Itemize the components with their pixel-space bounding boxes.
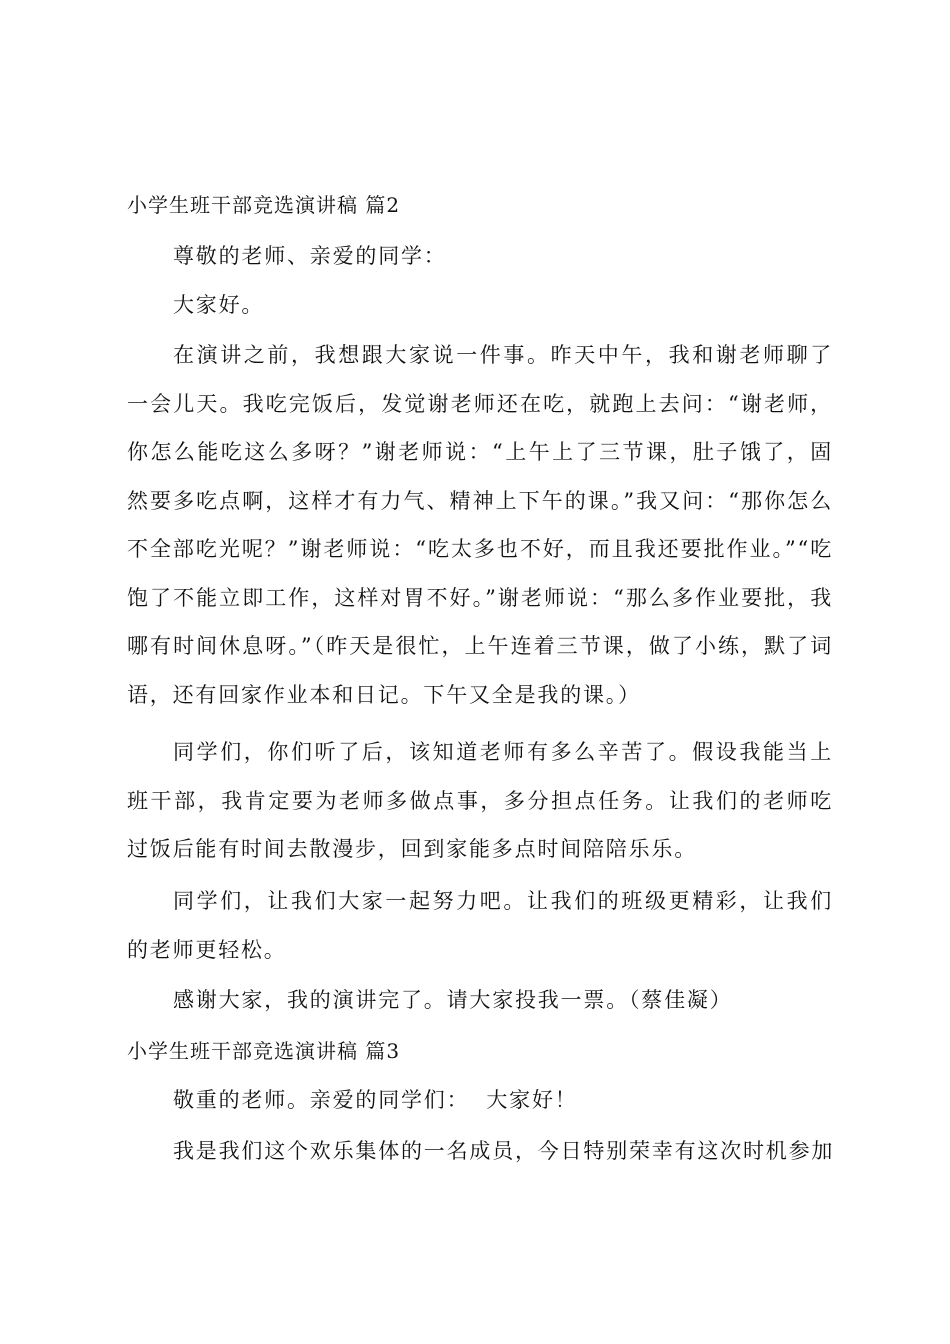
salutation-3: 敬重的老师。亲爱的同学们： 大家好！ (173, 1088, 578, 1112)
section-heading-2: 小学生班干部竞选演讲稿 篇2 (127, 193, 401, 217)
paragraph-thanks: 感谢大家，我的演讲完了。请大家投我一票。（蔡佳凝） (173, 988, 733, 1012)
section-heading-3: 小学生班干部竞选演讲稿 篇3 (127, 1039, 401, 1063)
paragraph-story: 在演讲之前，我想跟大家说一件事。昨天中午，我和谢老师聊了一会儿天。我吃完饭后，发觉谢老师还在吃，就跑上去问：“谢老师，你怎么能吃这么多呀？”谢老师说：“上午上了三节课，肚子饿了，固然要多吃点啊，这样才有力气、精神上下午的课。”我又问：“那你怎么不全部吃光呢？”谢老师说：“吃太多也不好，而且我还要批作业。”“吃饱了不能立即工作，这样对胃不好。”谢老师说：“那么多作业要批，我哪有时间休息呀。”（昨天是很忙，上午连着三节课，做了小练，默了词语，还有回家作业本和日记。下午又全是我的课。） (127, 343, 833, 707)
salutation: 尊敬的老师、亲爱的同学： (173, 244, 447, 268)
paragraph-appeal: 同学们，让我们大家一起努力吧。让我们的班级更精彩，让我们的老师更轻松。 (127, 889, 833, 962)
paragraph-promise: 同学们，你们听了后，该知道老师有多么辛苦了。假设我能当上班干部，我肯定要为老师多做点事，多分担点任务。让我们的老师吃过饭后能有时间去散漫步，回到家能多点时间陪陪乐乐。 (127, 740, 833, 861)
greeting: 大家好。 (173, 293, 265, 317)
paragraph-intro-3: 我是我们这个欢乐集体的一名成员，今日特别荣幸有这次时机参加 (173, 1139, 835, 1163)
